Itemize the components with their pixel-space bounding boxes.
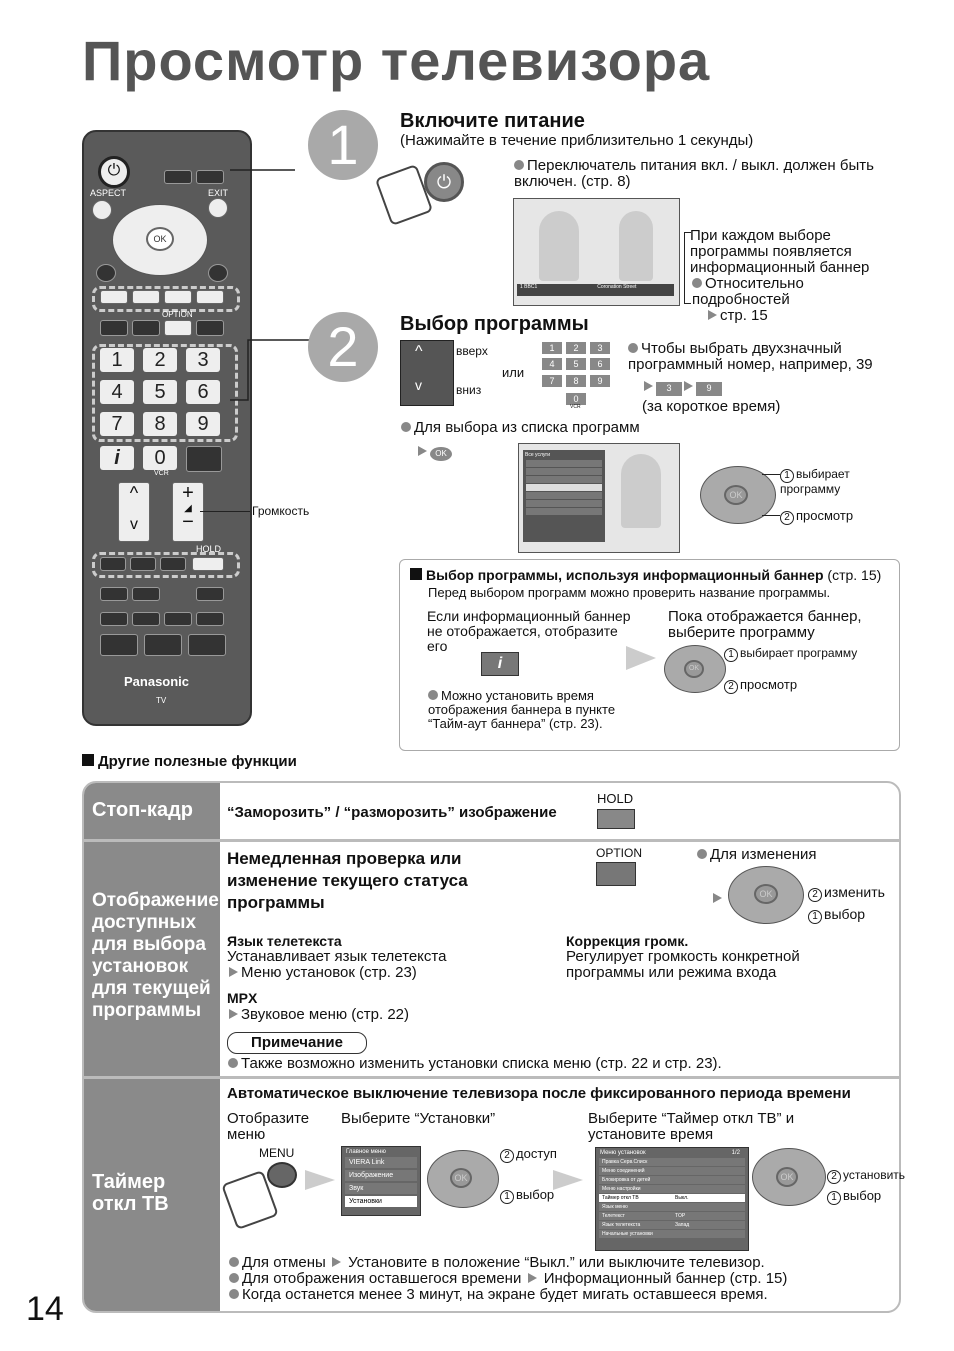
- woman-figure: [621, 454, 661, 528]
- timer-note-3: Когда останется менее 3 минут, на экране будет мигать оставшееся время.: [229, 1287, 768, 1303]
- exit-label: EXIT: [208, 188, 229, 198]
- other-functions-heading: Другие полезные функции: [82, 753, 297, 770]
- num-key-1[interactable]: 1: [100, 348, 134, 372]
- digit-key: 7: [542, 375, 562, 387]
- tv-label: TV: [156, 696, 167, 705]
- setup-menu-value: Выкл.: [675, 1195, 689, 1201]
- or-label: или: [502, 365, 525, 380]
- step-2-number: 2: [308, 312, 378, 382]
- menu-key-label: MENU: [259, 1146, 295, 1160]
- num-key-8[interactable]: 8: [143, 412, 177, 436]
- remote-key[interactable]: [130, 557, 156, 571]
- timer-step-3: Выберите “Таймер откл ТВ” и установите время: [588, 1110, 795, 1143]
- down-label: вниз: [456, 383, 482, 397]
- banner-box-subtitle: Перед выбором программ можно проверить название программы.: [428, 585, 831, 600]
- remote-key[interactable]: [188, 634, 226, 656]
- example-sequence: 3 9: [642, 378, 722, 396]
- setup-menu-item: [599, 1167, 745, 1175]
- hold-key-icon: [597, 809, 635, 829]
- timeout-note: Можно установить время отображения баннера в пункте “Тайм-аут баннера” (стр. 23).: [428, 688, 616, 731]
- up-label: вверх: [456, 344, 488, 358]
- select-label: 1 выбор: [808, 907, 865, 924]
- view-label: 2 просмотр: [724, 678, 797, 694]
- remote-key[interactable]: [160, 557, 186, 571]
- flow-arrow: [626, 646, 656, 670]
- tv-screen-banner: [513, 198, 680, 306]
- volume-correction-text: Регулирует громкость конкретной программы или режима входа: [566, 948, 800, 981]
- num-key-6[interactable]: 6: [186, 380, 220, 404]
- teletext-title: Язык телетекста: [227, 933, 342, 949]
- power-icon: ⏻: [424, 162, 464, 202]
- setup-menu-label: Меню настройки: [602, 1186, 641, 1192]
- leader-line: [762, 474, 780, 475]
- ok-sequence: OK: [416, 443, 452, 461]
- power-icon: ⏻: [107, 162, 121, 179]
- remote-key[interactable]: [164, 170, 192, 184]
- setup-menu-item: [599, 1158, 745, 1166]
- volume-correction-title: Коррекция громк.: [566, 933, 689, 949]
- timer-sidebar: Таймер откл ТВ: [84, 1079, 220, 1311]
- setup-menu-label: Язык телетекста: [602, 1222, 641, 1228]
- red-key[interactable]: [100, 290, 128, 304]
- setup-menu-label: Телетекст: [602, 1213, 625, 1219]
- option-key-icon: [596, 862, 636, 886]
- digit-key: 9: [590, 375, 610, 387]
- program-list-menu: Все услуги: [523, 450, 605, 542]
- teletext-text: Устанавливает язык телетекста: [227, 948, 447, 965]
- volume-leader-line: [200, 511, 250, 512]
- digit-key: 6: [590, 358, 610, 370]
- remote-key[interactable]: [132, 612, 160, 626]
- num-key-9[interactable]: 9: [186, 412, 220, 436]
- digit-key: 5: [566, 358, 586, 370]
- freeze-sidebar: Стоп-кадр: [84, 783, 220, 839]
- ok-icon: OK: [450, 1168, 472, 1188]
- num-key-5[interactable]: 5: [143, 380, 177, 404]
- flow-arrow: [305, 1170, 335, 1190]
- yellow-key[interactable]: [164, 290, 192, 304]
- hand-press-icon: [375, 164, 433, 226]
- connector-lines: [200, 140, 320, 410]
- step-2-heading: Выбор программы: [400, 313, 589, 335]
- step-1-number: 1: [308, 110, 378, 180]
- ok-icon: OK: [724, 485, 748, 505]
- info-key-icon: i: [481, 652, 519, 676]
- setup-menu-rows: [596, 1158, 748, 1238]
- setup-menu-label: Меню соединений: [602, 1168, 645, 1174]
- power-switch-note: Переключатель питания вкл. / выкл. должен быть включен. (стр. 8): [514, 157, 874, 190]
- channel-rocker-icon: ^ v: [400, 340, 454, 406]
- ok-icon: OK: [754, 884, 778, 904]
- hold-button[interactable]: [192, 557, 224, 571]
- access-label: 2 доступ: [500, 1147, 557, 1163]
- setup-menu-label: Язык меню: [602, 1204, 628, 1210]
- status-heading: Немедленная проверка или изменение текущего статуса программы: [227, 849, 468, 912]
- select-label: 1 выбор: [500, 1188, 554, 1204]
- hold-label: HOLD: [597, 791, 634, 806]
- setup-menu-label: Начальные установки: [602, 1231, 653, 1237]
- option-button[interactable]: [164, 320, 192, 336]
- setup-menu-screen: [595, 1147, 749, 1251]
- timer-note-2: Для отображения оставшегося времени Информационный баннер (стр. 15): [229, 1271, 787, 1287]
- ok-icon: OK: [776, 1167, 798, 1187]
- status-sidebar: Отображение доступных для выбора установок для текущей программы: [84, 842, 220, 1076]
- num-key-0[interactable]: 0: [143, 446, 177, 470]
- setup-menu-label: Блокировка от детей: [602, 1177, 651, 1183]
- mpx-ref: Звуковое меню (стр. 22): [227, 1007, 409, 1023]
- remote-key[interactable]: [132, 587, 160, 601]
- teletext-ref: Меню установок (стр. 23): [227, 965, 417, 981]
- digit-key: 0: [566, 393, 586, 405]
- num-key-2[interactable]: 2: [143, 348, 177, 372]
- power-button[interactable]: [98, 156, 130, 188]
- remote-key[interactable]: [100, 320, 128, 336]
- step-1-subheading: (Нажимайте в течение приблизительно 1 секунды): [400, 132, 754, 149]
- step-1-heading: Включите питание: [400, 110, 585, 132]
- banner-note: При каждом выборе программы появляется информационный баннер: [690, 227, 870, 276]
- program-list-note: Для выбора из списка программ: [401, 420, 640, 436]
- setup-menu-item: [599, 1230, 745, 1238]
- timer-heading: Автоматическое выключение телевизора после фиксированного периода времени: [227, 1085, 851, 1102]
- setup-menu-value: Запад: [675, 1222, 690, 1228]
- digit-key: 2: [566, 342, 586, 354]
- remote-key[interactable]: [100, 634, 138, 656]
- remote-key[interactable]: [196, 612, 224, 626]
- setup-menu-item: [599, 1185, 745, 1193]
- page-number: 14: [26, 1290, 64, 1328]
- flow-arrow: [553, 1170, 583, 1190]
- option-label: OPTION: [162, 310, 193, 319]
- setup-menu-value: TOP: [675, 1213, 686, 1219]
- short-time-note: (за короткое время): [642, 398, 781, 415]
- details-note: Относительно подробностей стр. 15: [692, 275, 804, 324]
- remote-key[interactable]: [100, 612, 128, 626]
- change-label: 2 изменить: [808, 885, 885, 902]
- volume-rocker[interactable]: + ◢ −: [172, 482, 204, 542]
- timer-step-2: Выберите “Установки”: [341, 1110, 496, 1127]
- remote-key[interactable]: [186, 446, 222, 472]
- ok-icon: OK: [684, 660, 704, 678]
- banner-box-title: Выбор программы, используя информационный баннер (стр. 15): [410, 567, 881, 583]
- aspect-label: ASPECT: [90, 188, 127, 198]
- selects-program-label: 1 выбирает программу: [780, 467, 850, 496]
- remote-key[interactable]: [96, 264, 116, 282]
- ok-button[interactable]: OK: [146, 227, 174, 251]
- setup-menu-item: [599, 1176, 745, 1184]
- vcr-mini-label: VCR: [570, 404, 581, 410]
- remote-key[interactable]: [196, 587, 224, 601]
- woman-figure: [619, 211, 653, 281]
- change-note: Для изменения: [697, 847, 817, 863]
- leader-line: [762, 515, 780, 516]
- brand-logo: Panasonic: [124, 674, 190, 689]
- banner-box-right-text: Пока отображается баннер, выберите программу: [668, 608, 862, 641]
- digit-key: 3: [590, 342, 610, 354]
- num-key-4[interactable]: 4: [100, 380, 134, 404]
- two-digit-note: Чтобы выбрать двухзначный программный номер, например, 39: [628, 340, 873, 373]
- note-text: Также возможно изменить установки списка меню (стр. 22 и стр. 23).: [228, 1056, 722, 1072]
- vcr-label: VCR: [154, 470, 169, 477]
- man-figure: [539, 211, 579, 281]
- timer-note-1: Для отмены Установите в положение “Выкл.” или выключите телевизор.: [229, 1255, 765, 1271]
- aspect-button[interactable]: [92, 200, 112, 220]
- mpx-title: MPX: [227, 990, 258, 1006]
- page-title: Просмотр телевизора: [82, 29, 711, 92]
- remote-key[interactable]: [164, 612, 192, 626]
- volume-label: Громкость: [252, 504, 310, 518]
- option-label: OPTION: [596, 846, 643, 860]
- digit-key: 1: [542, 342, 562, 354]
- setup-menu-item: [599, 1194, 745, 1202]
- hold-label: HOLD: [196, 544, 222, 554]
- flow-arrow-small: [711, 890, 725, 908]
- setup-menu-title: Меню установок 1/2: [600, 1150, 740, 1156]
- digit-key: 8: [566, 375, 586, 387]
- num-key-7[interactable]: 7: [100, 412, 134, 436]
- remote-key[interactable]: [100, 587, 128, 601]
- setup-menu-item: [599, 1221, 745, 1229]
- setup-menu-label: Правка Серв.Списк: [602, 1159, 648, 1165]
- channel-rocker[interactable]: ^ v: [118, 482, 150, 542]
- program-list-screen: [518, 443, 680, 553]
- remote-key[interactable]: [144, 634, 182, 656]
- setup-menu-label: Таймер откл ТВ: [602, 1195, 639, 1201]
- info-key[interactable]: i: [100, 446, 134, 470]
- banner-box-left-text: Если информационный баннер не отображается, отобразите его: [427, 608, 631, 654]
- setup-menu-item: [599, 1212, 745, 1220]
- select-label: 1 выбор: [827, 1189, 881, 1205]
- remote-key[interactable]: [100, 557, 126, 571]
- set-label: 2 установить: [827, 1169, 905, 1184]
- info-banner: 1 BBC1 Coronation Street: [517, 284, 674, 296]
- green-key[interactable]: [132, 290, 160, 304]
- main-menu-screen: Главное меню VIERA Link Изображение Звук Установки: [341, 1146, 421, 1216]
- remote-key[interactable]: [132, 320, 160, 336]
- view-label: 2 просмотр: [780, 509, 853, 525]
- digit-key: 4: [542, 358, 562, 370]
- note-badge: Примечание: [227, 1032, 367, 1054]
- timer-step-1: Отобразите меню: [227, 1110, 310, 1143]
- selects-program-label: 1 выбирает программу: [724, 647, 857, 662]
- freeze-text: “Заморозить” / “разморозить” изображение: [227, 804, 557, 821]
- num-key-3[interactable]: 3: [186, 348, 220, 372]
- setup-menu-item: [599, 1203, 745, 1211]
- menu-key-icon: [267, 1162, 297, 1188]
